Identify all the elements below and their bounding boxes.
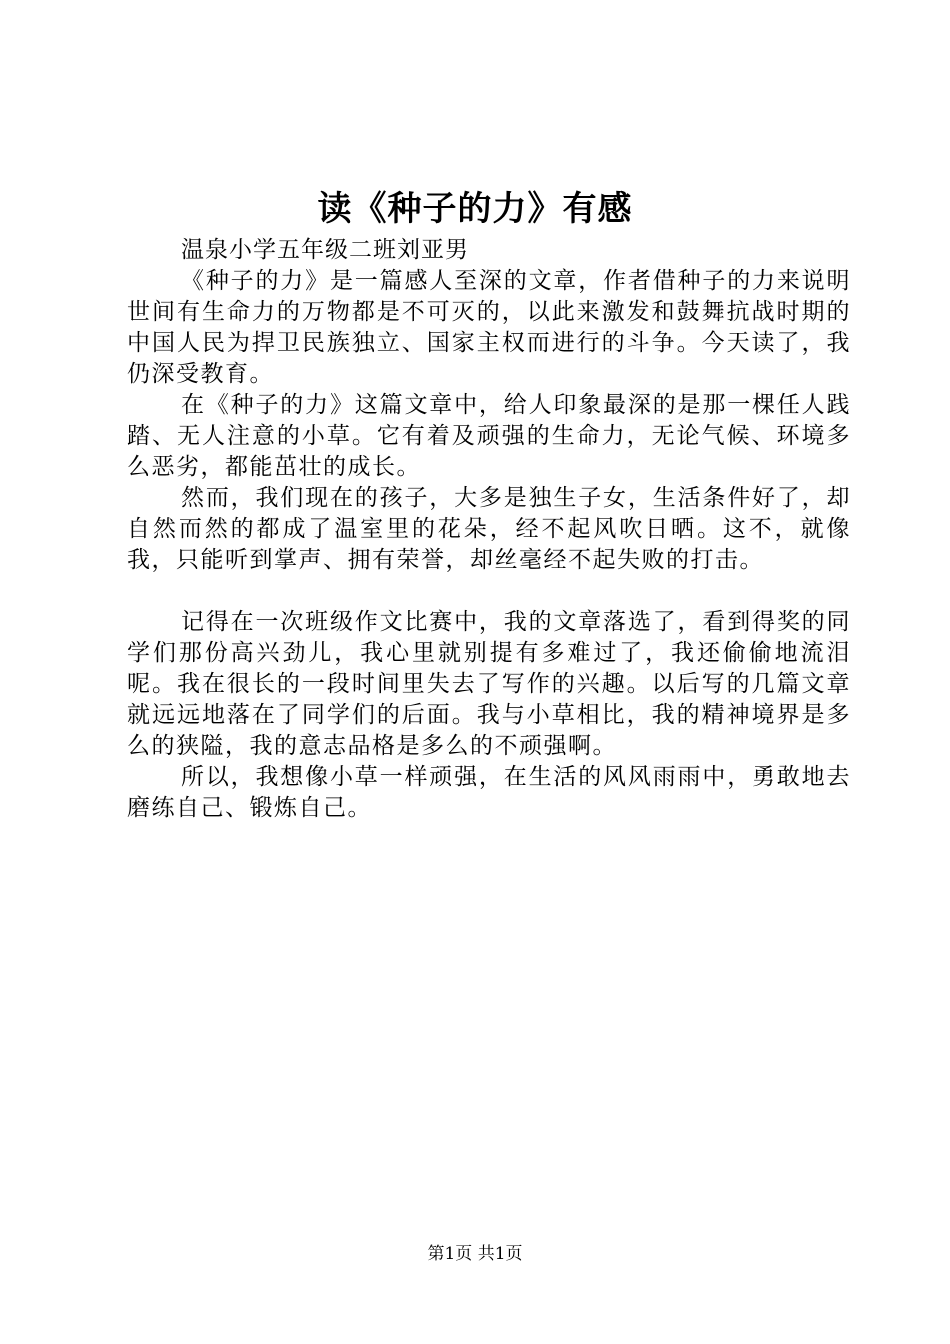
paragraph-1: 《种子的力》是一篇感人至深的文章，作者借种子的力来说明世间有生命力的万物都是不可灭的，以此来激发和鼓舞抗战时期的中国人民为捍卫民族独立、国家主权而进行的斗争。今天读了，我仍深受教育。 — [127, 268, 851, 387]
page-footer: 第1页 共1页 — [427, 1244, 523, 1264]
paragraph-4: 记得在一次班级作文比赛中，我的文章落选了，看到得奖的同学们那份高兴劲儿，我心里就别提有多难过了，我还偷偷地流泪呢。我在很长的一段时间里失去了写作的兴趣。以后写的几篇文章就远远地落在了同学们的后面。我与小草相比，我的精神境界是多么的狭隘，我的意志品格是多么的不顽强啊。 — [127, 609, 851, 759]
paragraph-spacer — [127, 576, 851, 607]
author-line: 温泉小学五年级二班刘亚男 — [181, 237, 469, 263]
paragraph-5: 所以，我想像小草一样顽强，在生活的风风雨雨中，勇敢地去磨练自己、锻炼自己。 — [127, 764, 851, 821]
document-title: 读《种子的力》有感 — [317, 189, 633, 229]
paragraph-3: 然而，我们现在的孩子，大多是独生子女，生活条件好了，却自然而然的都成了温室里的花朵，经不起风吹日晒。这不，就像我，只能听到掌声、拥有荣誉，却丝毫经不起失败的打击。 — [127, 485, 851, 573]
paragraph-2: 在《种子的力》这篇文章中，给人印象最深的是那一棵任人践踏、无人注意的小草。它有着及顽强的生命力，无论气候、环境多么恶劣，都能茁壮的成长。 — [127, 392, 851, 480]
document-body — [127, 235, 851, 824]
